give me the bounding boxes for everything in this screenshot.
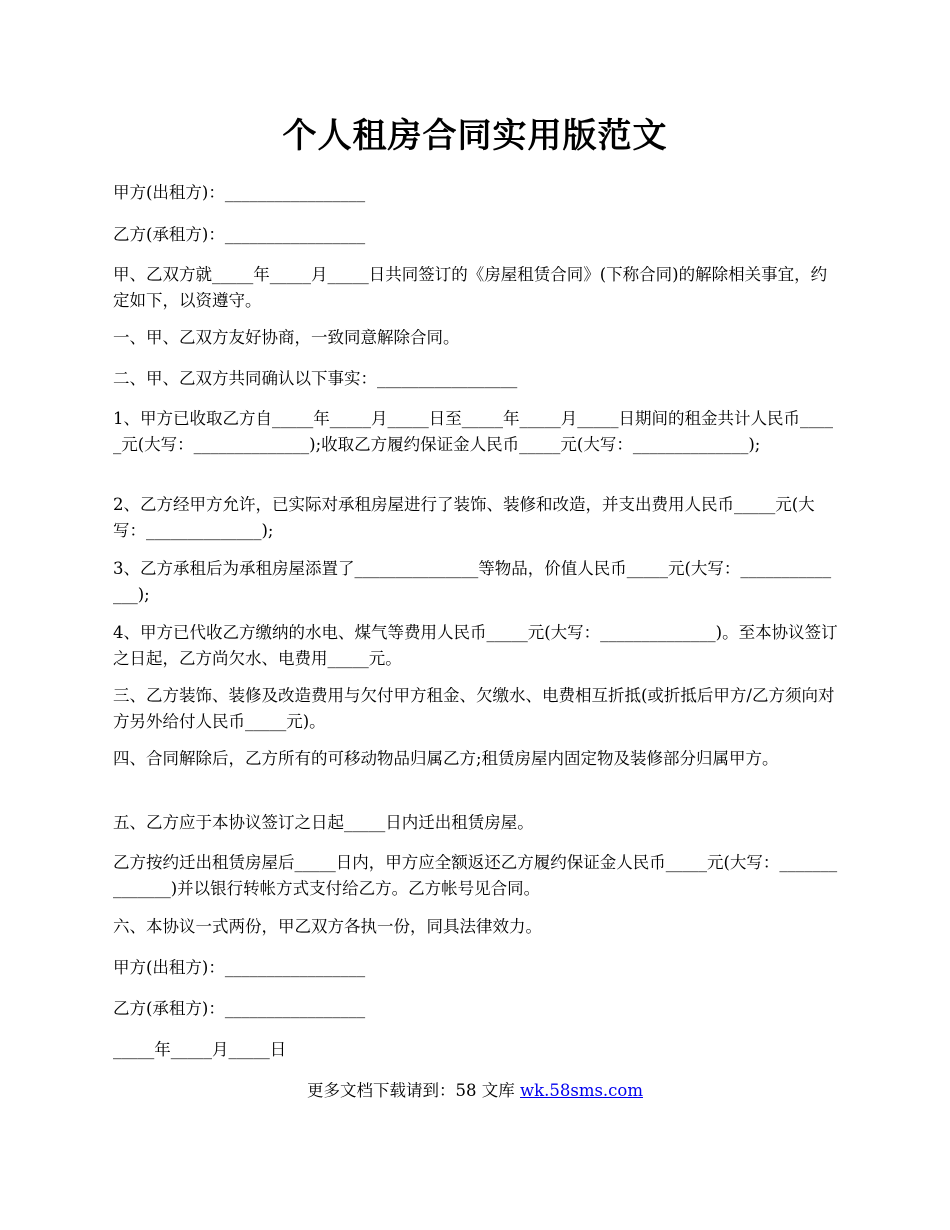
clause-5: 五、乙方应于本协议签订之日起_____日内迁出租赁房屋。 [113,813,534,832]
footer-prefix: 更多文档下载请到：58 文库 [306,1081,520,1100]
clause-2: 二、甲、乙双方共同确认以下事实：_________________ [113,369,518,388]
clause-5-refund: 乙方按约迁出租赁房屋后_____日内，甲方应全额返还乙方履约保证金人民币_____元(大写：______________)并以银行转帐方式支付给乙方。乙方帐号见合同。 [113,853,838,898]
party-b-line: 乙方(承租方)：_________________ [113,225,366,244]
clause-4: 四、合同解除后，乙方所有的可移动物品归属乙方;租赁房屋内固定物及装修部分归属甲方。 [113,749,779,768]
document-title: 个人租房合同实用版范文 [282,116,668,156]
signature-party-a: 甲方(出租方)：_________________ [113,958,366,977]
clause-6: 六、本协议一式两份，甲乙双方各执一份，同具法律效力。 [113,917,542,936]
party-a-line: 甲方(出租方)：_________________ [113,183,366,202]
clause-3: 三、乙方装饰、装修及改造费用与欠付甲方租金、欠缴水、电费相互折抵(或折抵后甲方/乙方须向对方另外给付人民币_____元)。 [113,686,835,731]
intro-paragraph: 甲、乙双方就_____年_____月_____日共同签订的《房屋租赁合同》(下称合同)的解除相关事宜，约定如下，以资遵守。 [113,265,828,310]
signature-party-b: 乙方(承租方)：_________________ [113,999,366,1018]
fact-4: 4、甲方已代收乙方缴纳的水电、煤气等费用人民币_____元(大写：______________)。至本协议签订之日起，乙方尚欠水、电费用_____元。 [113,623,838,668]
footer [0,1078,950,1104]
signature-date: _____年_____月_____日 [113,1040,287,1059]
fact-3: 3、乙方承租后为承租房屋添置了_______________等物品，价值人民币_____元(大写：______________); [113,559,832,604]
footer-link[interactable]: wk.58sms.com [519,1081,643,1100]
fact-2: 2、乙方经甲方允许，已实际对承租房屋进行了装饰、装修和改造，并支出费用人民币_____元(大写：______________); [113,495,815,540]
clause-1: 一、甲、乙双方友好协商，一致同意解除合同。 [113,328,460,347]
fact-1: 1、甲方已收取乙方自_____年_____月_____日至_____年_____月_____日期间的租金共计人民币_____元(大写：______________);收取乙方履约保证金人民币_____元(大写：______________); [113,409,833,454]
